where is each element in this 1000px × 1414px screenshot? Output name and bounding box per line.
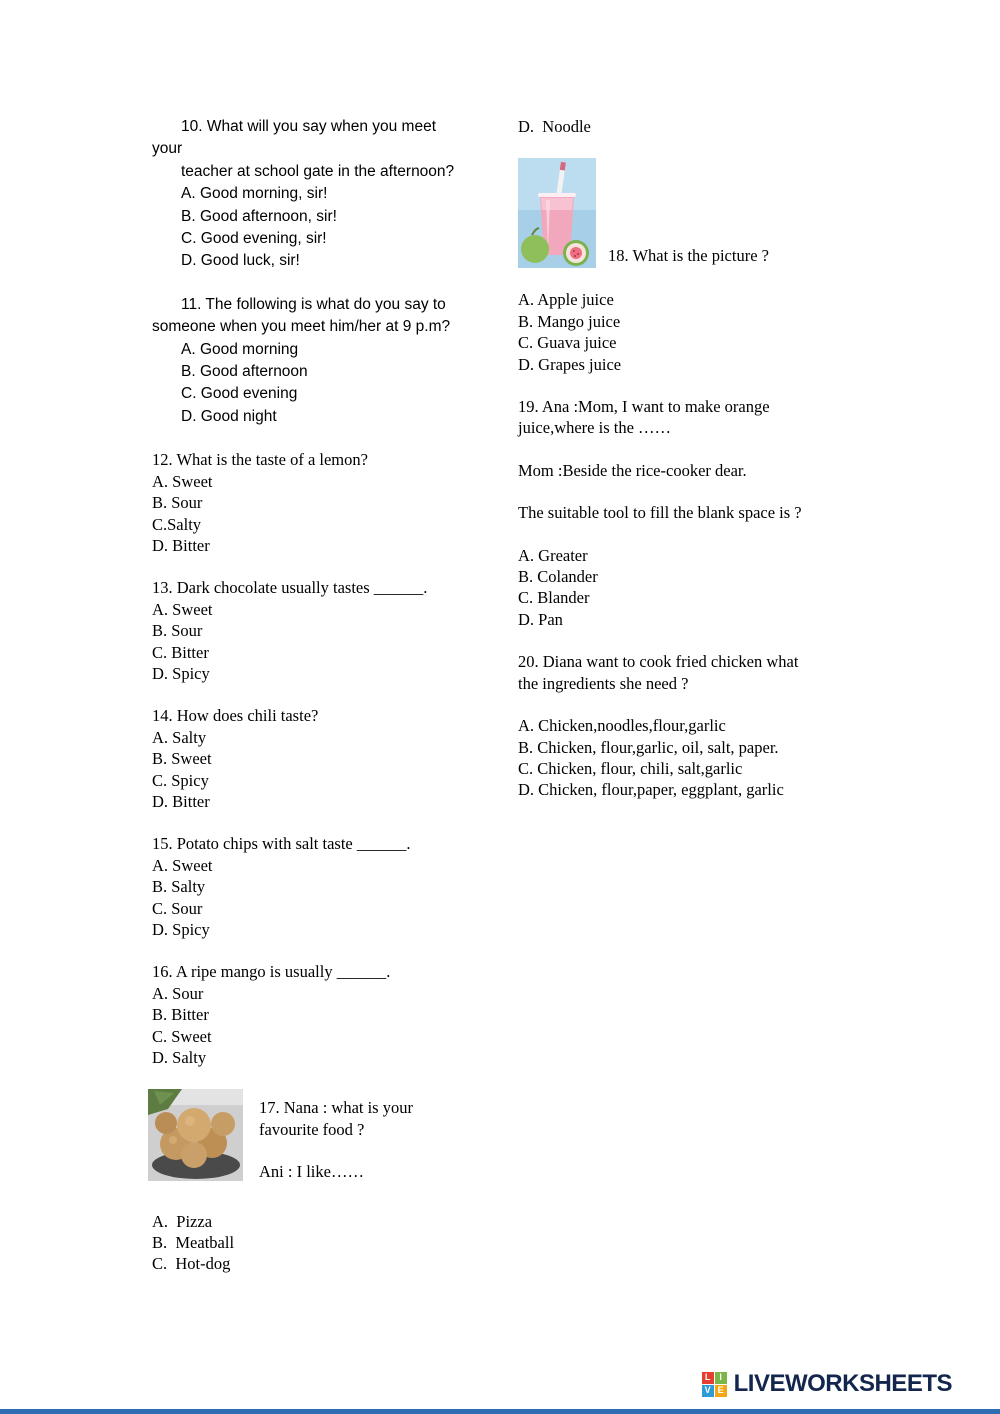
option-d[interactable]: D. Chicken, flour,paper, eggplant, garlic: [518, 780, 784, 800]
guava-juice-photo: [518, 158, 596, 268]
option-c[interactable]: C. Hot-dog: [152, 1254, 231, 1274]
liveworksheets-logo[interactable]: [702, 1370, 952, 1398]
option-c[interactable]: C.Salty: [152, 514, 202, 534]
question-text: 15. Potato chips with salt taste ______.: [152, 834, 411, 854]
option-d[interactable]: D. Spicy: [152, 663, 210, 683]
option-c[interactable]: C. Spicy: [152, 770, 209, 790]
option-d[interactable]: D. Salty: [152, 1048, 207, 1068]
option-c[interactable]: C. Guava juice: [518, 333, 617, 353]
question-10: [152, 116, 538, 273]
option-a[interactable]: A. Chicken,noodles,flour,garlic: [518, 716, 726, 736]
option-d[interactable]: D. Bitter: [152, 791, 210, 811]
logo-square-e: E: [715, 1385, 727, 1397]
question-16: [152, 961, 538, 1068]
left-column: [152, 116, 538, 1275]
question-text: 14. How does chili taste?: [152, 706, 319, 726]
question-text: 11. The following is what do you say to: [181, 295, 446, 313]
question-text: teacher at school gate in the afternoon?: [181, 162, 455, 180]
option-b[interactable]: B. Good afternoon: [181, 363, 308, 381]
option-a[interactable]: A. Sweet: [152, 471, 213, 491]
option-b[interactable]: B. Sour: [152, 493, 203, 513]
question-15: [152, 833, 538, 940]
brand-name: LIVEWORKSHEETS: [733, 1370, 952, 1397]
question-12: [152, 449, 538, 556]
option-b[interactable]: B. Chicken, flour,garlic, oil, salt, paper.: [518, 737, 779, 757]
option-d-noodle[interactable]: D. Noodle: [518, 117, 591, 136]
question-text: 13. Dark chocolate usually tastes ______.: [152, 578, 428, 598]
logo-square-v: V: [702, 1385, 714, 1397]
option-b[interactable]: B. Colander: [518, 567, 598, 587]
question-text: the ingredients she need ?: [518, 673, 689, 693]
question-text: Ani : I like……: [259, 1162, 364, 1182]
option-a[interactable]: A. Greater: [518, 545, 588, 565]
question-text: favourite food ?: [259, 1119, 365, 1139]
option-b[interactable]: B. Good afternoon, sir!: [181, 207, 337, 225]
question-20: [518, 651, 868, 800]
option-d[interactable]: D. Grapes juice: [518, 354, 622, 374]
option-b[interactable]: B. Sour: [152, 621, 203, 641]
question-text: 17. Nana : what is your: [259, 1098, 413, 1118]
meatball-photo: [148, 1089, 243, 1181]
option-d[interactable]: D. Bitter: [152, 535, 210, 555]
question-text: your: [152, 140, 183, 158]
logo-square-i: I: [715, 1372, 727, 1384]
option-c[interactable]: C. Sweet: [152, 1026, 212, 1046]
option-a[interactable]: A. Good morning, sir!: [181, 185, 328, 203]
question-text: 10. What will you say when you meet: [181, 118, 437, 135]
option-c[interactable]: C. Good evening, sir!: [181, 230, 327, 248]
option-a[interactable]: A. Sweet: [152, 599, 213, 619]
option-c[interactable]: C. Sour: [152, 898, 203, 918]
option-b[interactable]: B. Mango juice: [518, 311, 621, 331]
question-19: [518, 396, 868, 630]
question-17: [152, 1089, 538, 1274]
option-b[interactable]: B. Sweet: [152, 749, 212, 769]
question-11: [152, 294, 538, 428]
bottom-blue-bar: [0, 1409, 1000, 1414]
option-d[interactable]: D. Good night: [181, 407, 277, 425]
option-c[interactable]: C. Blander: [518, 588, 590, 608]
option-a[interactable]: A. Sweet: [152, 855, 213, 875]
question-text: 19. Ana :Mom, I want to make orange: [518, 397, 770, 417]
question-text: Mom :Beside the rice-cooker dear.: [518, 460, 747, 480]
option-a[interactable]: A. Sour: [152, 983, 204, 1003]
option-b[interactable]: B. Meatball: [152, 1233, 235, 1253]
liveworksheets-logo-icon: [702, 1372, 727, 1397]
right-column: [518, 116, 868, 822]
question-text: 12. What is the taste of a lemon?: [152, 450, 368, 470]
question-text: juice,where is the ……: [518, 418, 672, 438]
option-d[interactable]: D. Pan: [518, 609, 563, 629]
logo-square-l: L: [702, 1372, 714, 1384]
question-text: The suitable tool to fill the blank space is ?: [518, 503, 802, 523]
option-d[interactable]: D. Spicy: [152, 920, 210, 939]
question-14: [152, 705, 538, 812]
option-c[interactable]: C. Chicken, flour, chili, salt,garlic: [518, 758, 743, 778]
option-c[interactable]: C. Good evening: [181, 385, 298, 403]
option-d[interactable]: D. Good luck, sir!: [181, 252, 300, 270]
question-text: 20. Diana want to cook fried chicken what: [518, 652, 799, 672]
option-b[interactable]: B. Salty: [152, 877, 206, 897]
option-c[interactable]: C. Bitter: [152, 642, 209, 662]
question-text: 16. A ripe mango is usually ______.: [152, 962, 391, 982]
question-13: [152, 577, 538, 684]
question-text: someone when you meet him/her at 9 p.m?: [152, 318, 451, 336]
question-18: [518, 158, 868, 375]
option-a[interactable]: A. Salty: [152, 727, 207, 747]
option-a[interactable]: A. Apple juice: [518, 290, 614, 310]
question-text: 18. What is the picture ?: [608, 246, 769, 265]
option-a[interactable]: A. Good morning: [181, 340, 299, 358]
option-a[interactable]: A. Pizza: [152, 1211, 213, 1231]
option-b[interactable]: B. Bitter: [152, 1005, 209, 1025]
